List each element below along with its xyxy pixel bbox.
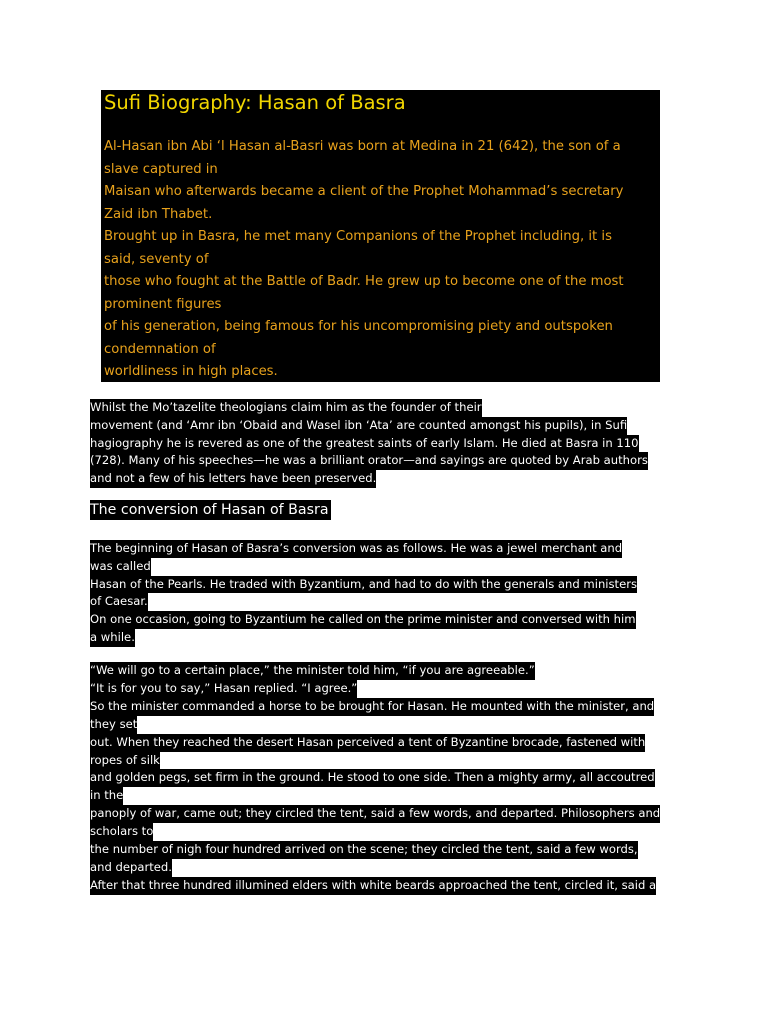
paragraph-line: After that three hundred illumined elders with white beards approached the tent, circled it, said a	[90, 877, 656, 895]
paragraph-line: Hasan of the Pearls. He traded with Byzantium, and had to do with the generals and ministers	[90, 576, 637, 594]
intro-line: Al-Hasan ibn Abi ‘l Hasan al-Basri was born at Medina in 21 (642), the son of a	[104, 139, 621, 154]
section-heading: The conversion of Hasan of Basra	[90, 502, 329, 518]
paragraph-line: “It is for you to say,” Hasan replied. “I agree.”	[90, 680, 357, 698]
paragraph-line: out. When they reached the desert Hasan perceived a tent of Byzantine brocade, fastened with	[90, 734, 645, 752]
paragraph-line: the number of nigh four hundred arrived on the scene; they circled the tent, said a few words,	[90, 841, 638, 859]
intro-line: slave captured in	[104, 161, 218, 177]
intro-line: said, seventy of	[104, 251, 209, 267]
intro-paragraph	[104, 136, 657, 384]
intro-line: Zaid ibn Thabet.	[104, 206, 213, 222]
paragraph-line: So the minister commanded a horse to be brought for Hasan. He mounted with the minister, and	[90, 698, 654, 716]
paragraph-line: Whilst the Mo’tazelite theologians claim him as the founder of their	[90, 399, 482, 417]
intro-line: those who fought at the Battle of Badr. He grew up to become one of the most	[104, 274, 624, 289]
intro-line: condemnation of	[104, 341, 216, 357]
paragraph-line: “We will go to a certain place,” the minister told him, “if you are agreeable.”	[90, 662, 535, 680]
intro-line: worldliness in high places.	[104, 364, 278, 379]
intro-line: prominent figures	[104, 296, 222, 312]
paragraph-line: and not a few of his letters have been preserved.	[90, 470, 376, 488]
paragraph-line: On one occasion, going to Byzantium he called on the prime minister and conversed with him	[90, 611, 636, 629]
intro-line: Maisan who afterwards became a client of the Prophet Mohammad’s secretary	[104, 184, 624, 199]
paragraph-line: (728). Many of his speeches—he was a brilliant orator—and sayings are quoted by Arab authors	[90, 452, 648, 470]
paragraph-line: in the	[90, 787, 123, 805]
paragraph-line: ropes of silk	[90, 752, 160, 770]
page-title: Sufi Biography: Hasan of Basra	[104, 91, 406, 114]
title-box	[101, 90, 660, 382]
paragraph-conversion-story	[90, 662, 660, 895]
paragraph-line: they set	[90, 716, 137, 734]
paragraph-line: was called	[90, 558, 151, 576]
paragraph-line: hagiography he is revered as one of the greatest saints of early Islam. He died at Basra in 110	[90, 435, 639, 453]
paragraph-line: a while.	[90, 629, 135, 647]
intro-line: Brought up in Basra, he met many Companions of the Prophet including, it is	[104, 229, 612, 244]
paragraph-line: The beginning of Hasan of Basra’s conversion was as follows. He was a jewel merchant and	[90, 540, 622, 558]
paragraph-line: movement (and ‘Amr ibn ‘Obaid and Wasel ibn ‘Ata’ are counted amongst his pupils), in Sufi	[90, 417, 627, 435]
paragraph-line: and departed.	[90, 859, 172, 877]
intro-line: of his generation, being famous for his uncompromising piety and outspoken	[104, 319, 613, 334]
paragraph-line: scholars to	[90, 823, 153, 841]
paragraph-conversion-intro	[90, 540, 637, 647]
paragraph-biography	[90, 399, 648, 488]
paragraph-line: and golden pegs, set firm in the ground. He stood to one side. Then a mighty army, all accoutred	[90, 769, 655, 787]
paragraph-line: panoply of war, came out; they circled the tent, said a few words, and departed. Philosophers and	[90, 805, 660, 823]
paragraph-line: of Caesar.	[90, 593, 148, 611]
